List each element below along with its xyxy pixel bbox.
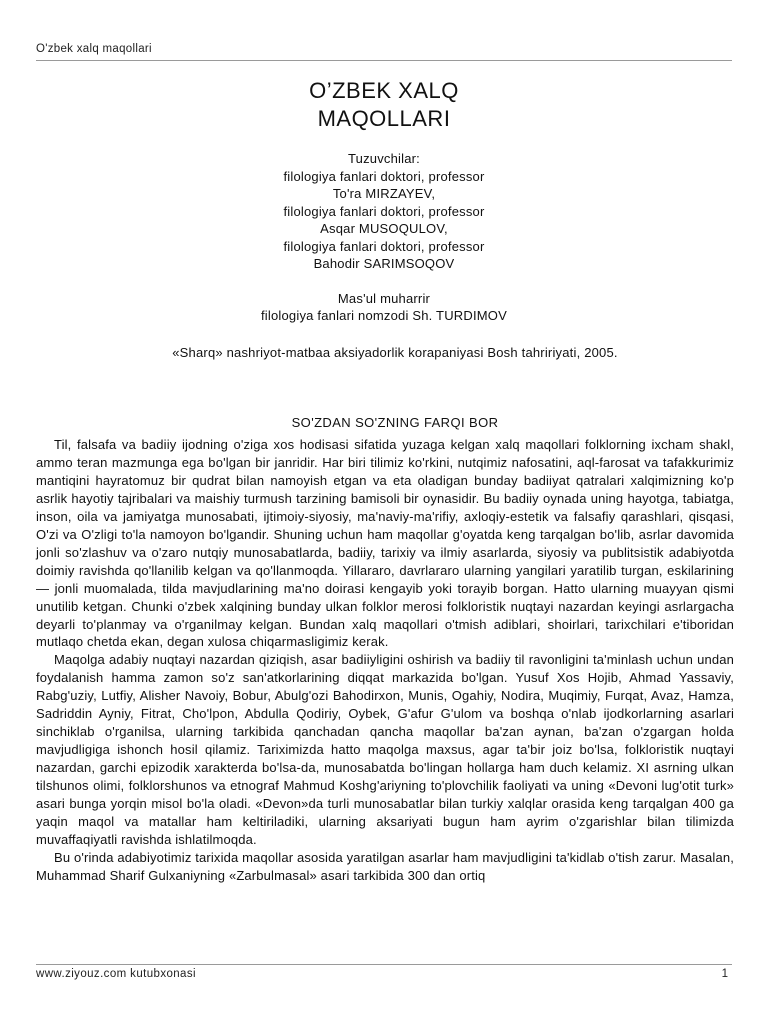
book-title <box>0 77 768 133</box>
book-title-line-2: MAQOLLARI <box>317 106 451 131</box>
editor-label: Mas'ul muharrir <box>337 290 431 306</box>
credit-line: filologiya fanlari doktori, professor <box>283 238 485 254</box>
credits-spacer <box>0 273 768 290</box>
credit-line: filologiya fanlari doktori, professor <box>283 203 485 219</box>
paragraph: Til, falsafa va badiiy ijodning o'ziga xos hodisasi sifatida yuzaga kelgan xalq maqollari folklorning ixcham shakl, ammo teran mazmunga ega bo'lgan bir janridir. Har biri tilimiz ko'rkini, nutqimiz nafosatini, aql-farosat va tafakkurimiz mantiqini hayratomuz bir qudrat bilan namoyish etgan va eta oladigan bunday badiiyat qatralari xalqimizning ko'p asrlik hayotiy tajribalari va maishiy turmush tarzining bamisoli bir oynasidir. Bu badiiy oynada uning hayotga, tabiatga, inson, oila va jamiyatga munosabati, ijtimoiy-siyosiy, ma'naviy-ma'rifiy, axloqiy-estetik va falsafiy qarashlari, qisqasi, O'zi va O'zligi to'la namoyon bo'lgandir. Shuning uchun ham maqollar g'oyatda keng tarqalgan bo'lib, asrlar davomida jonli so'zlashuv va o'zaro nutqiy munosabatlarda, badiiy, tarixiy va ilmiy asarlarda, siyosiy va publitsistik adabiyotda doimiy ravishda qo'llanilib kelgan va qo'llanmoqda. Yillararo, davrlararo ularning yangilari yaratilib turgan, eskilarining — jonli muomalada, tilda mavjudlarining ma'no doirasi kengayib yoki torayib borgan. Hatto ularning muayyan qismi unutilib ketgan. Chunki o'zbek xalqining bunday ulkan folklor merosi folkloristik nuqtayi nazardan keyingi asrlargacha deyarli to'planmay va o'rganilmay kelgan. Bundan xalq maqollari o'tmish adiblari, shoirlari, tarixchilari e'tiboridan mutlaqo chetda ekan, degan xulosa chiqarmasligimiz kerak. <box>36 437 734 650</box>
footer-divider <box>36 964 732 965</box>
editor-name: filologiya fanlari nomzodi Sh. TURDIMOV <box>261 308 507 323</box>
running-header: O'zbek xalq maqollari <box>36 43 152 55</box>
publisher-line: «Sharq» nashriyot-matbaa aksiyadorlik korapaniyasi Bosh tahririyati, 2005. <box>172 345 618 360</box>
body-text <box>36 436 734 885</box>
page-number: 1 <box>721 968 728 980</box>
section-heading: SO'ZDAN SO'ZNING FARQI BOR <box>291 415 499 430</box>
paragraph: Maqolga adabiy nuqtayi nazardan qiziqish, asar badiiyligini oshirish va badiiy til ravonligini ta'minlash uchun undan foydalanish hamma zamon so'z san'atkorlarining diqqat markazida bo'lgan. Yusuf Xos Hojib, Ahmad Yassaviy, Rabg'uziy, Lutfiy, Alisher Navoiy, Bobur, Abulg'ozi Bahodirxon, Munis, Ogahiy, Nodira, Muqimiy, Furqat, Avaz, Hamza, Sadriddin Ayniy, Fitrat, Cho'lpon, Abdulla Qodiriy, Oybek, G'afur G'ulom va boshqa o'nlab ijodkorlarning asarlari sinchiklab o'rganilsa, ularning tarkibida qanchadan qancha maqollar ba'zan aynan, ba'zan o'zgargan holda mavjudligiga ishonch hosil qilamiz. Tariximizda hatto maqolga maxsus, agar ta'bir joiz bo'lsa, folkloristik nuqtayi nazardan, garchi epizodik xarakterda bo'lsa-da, munosabatda bo'lingan hollarga ham duch kelamiz. XI asrning ulkan tilshunos olimi, folklorshunos va etnograf Mahmud Koshg'ariyning to'plovchilik faoliyati va uning «Devoni lug'otit turk» asari bunga yorqin misol bo'la oladi. «Devon»da turli munosabatlar bilan turkiy xalqlar orasida keng tarqalgan 400 ga yaqin maqol va matallar ham keltiriladiki, ularning aksariyati bugun ham ayrim o'zgarishlar bilan tilimizda muvaffaqiyatli ravishda ishlatilmoqda. <box>36 652 734 847</box>
credits-block <box>0 150 768 325</box>
credit-line: Asqar MUSOQULOV, <box>320 221 448 236</box>
credit-line: filologiya fanlari doktori, professor <box>283 168 485 184</box>
footer-site: www.ziyouz.com kutubxonasi <box>36 968 196 980</box>
credit-line: To'ra MIRZAYEV, <box>332 186 436 201</box>
credit-line: Bahodir SARIMSOQOV <box>313 256 455 271</box>
compilers-label: Tuzuvchilar: <box>348 151 420 166</box>
book-title-line-1: O’ZBEK XALQ <box>309 78 459 103</box>
paragraph: Bu o'rinda adabiyotimiz tarixida maqollar asosida yaratilgan asarlar ham mavjudligini ta'kidlab o'tish zarur. Masalan, Muhammad Sharif Gulxaniyning «Zarbulmasal» asari tarkibida 300 dan ortiq <box>36 849 734 883</box>
header-divider <box>36 60 732 61</box>
